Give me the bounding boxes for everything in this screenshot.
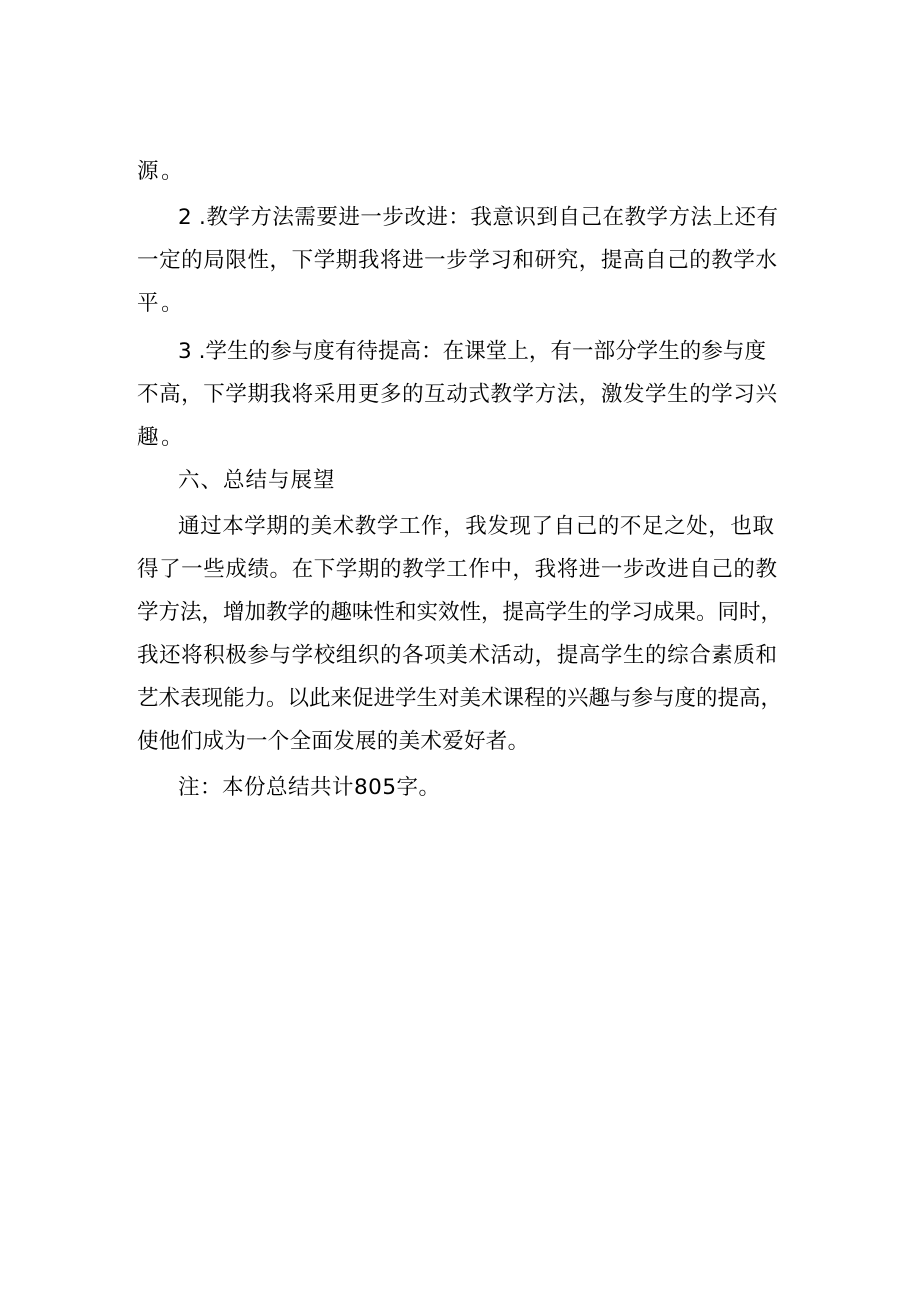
- paragraph-line: 2 .教学方法需要进一步改进：我意识到自己在教学方法上还有: [178, 205, 778, 230]
- paragraph-line: 我还将积极参与学校组织的各项美术活动，提高学生的综合素质和: [137, 643, 777, 668]
- section-heading: 六、总结与展望: [178, 468, 336, 493]
- paragraph-line: 不高，下学期我将采用更多的互动式教学方法，激发学生的学习兴: [137, 382, 777, 407]
- paragraph-line: 3 .学生的参与度有待提高：在课堂上，有一部分学生的参与度: [178, 339, 766, 364]
- paragraph-line: 通过本学期的美术教学工作，我发现了自己的不足之处，也取: [178, 514, 774, 539]
- paragraph-line: 得了一些成绩。在下学期的教学工作中，我将进一步改进自己的教: [137, 557, 777, 582]
- paragraph-line: 平。: [137, 291, 186, 316]
- paragraph-line: 学方法，增加教学的趣味性和实效性，提高学生的学习成果。同时，: [137, 600, 783, 625]
- footnote: 注：本份总结共计805字。: [178, 775, 441, 800]
- paragraph-line: 源。: [137, 159, 186, 184]
- paragraph-line: 使他们成为一个全面发展的美术爱好者。: [137, 729, 530, 754]
- paragraph-line: 趣。: [137, 425, 186, 450]
- paragraph-line: 一定的局限性，下学期我将进一步学习和研究，提高自己的教学水: [137, 248, 777, 273]
- paragraph-line: 艺术表现能力。以此来促进学生对美术课程的兴趣与参与度的提高，: [137, 686, 783, 711]
